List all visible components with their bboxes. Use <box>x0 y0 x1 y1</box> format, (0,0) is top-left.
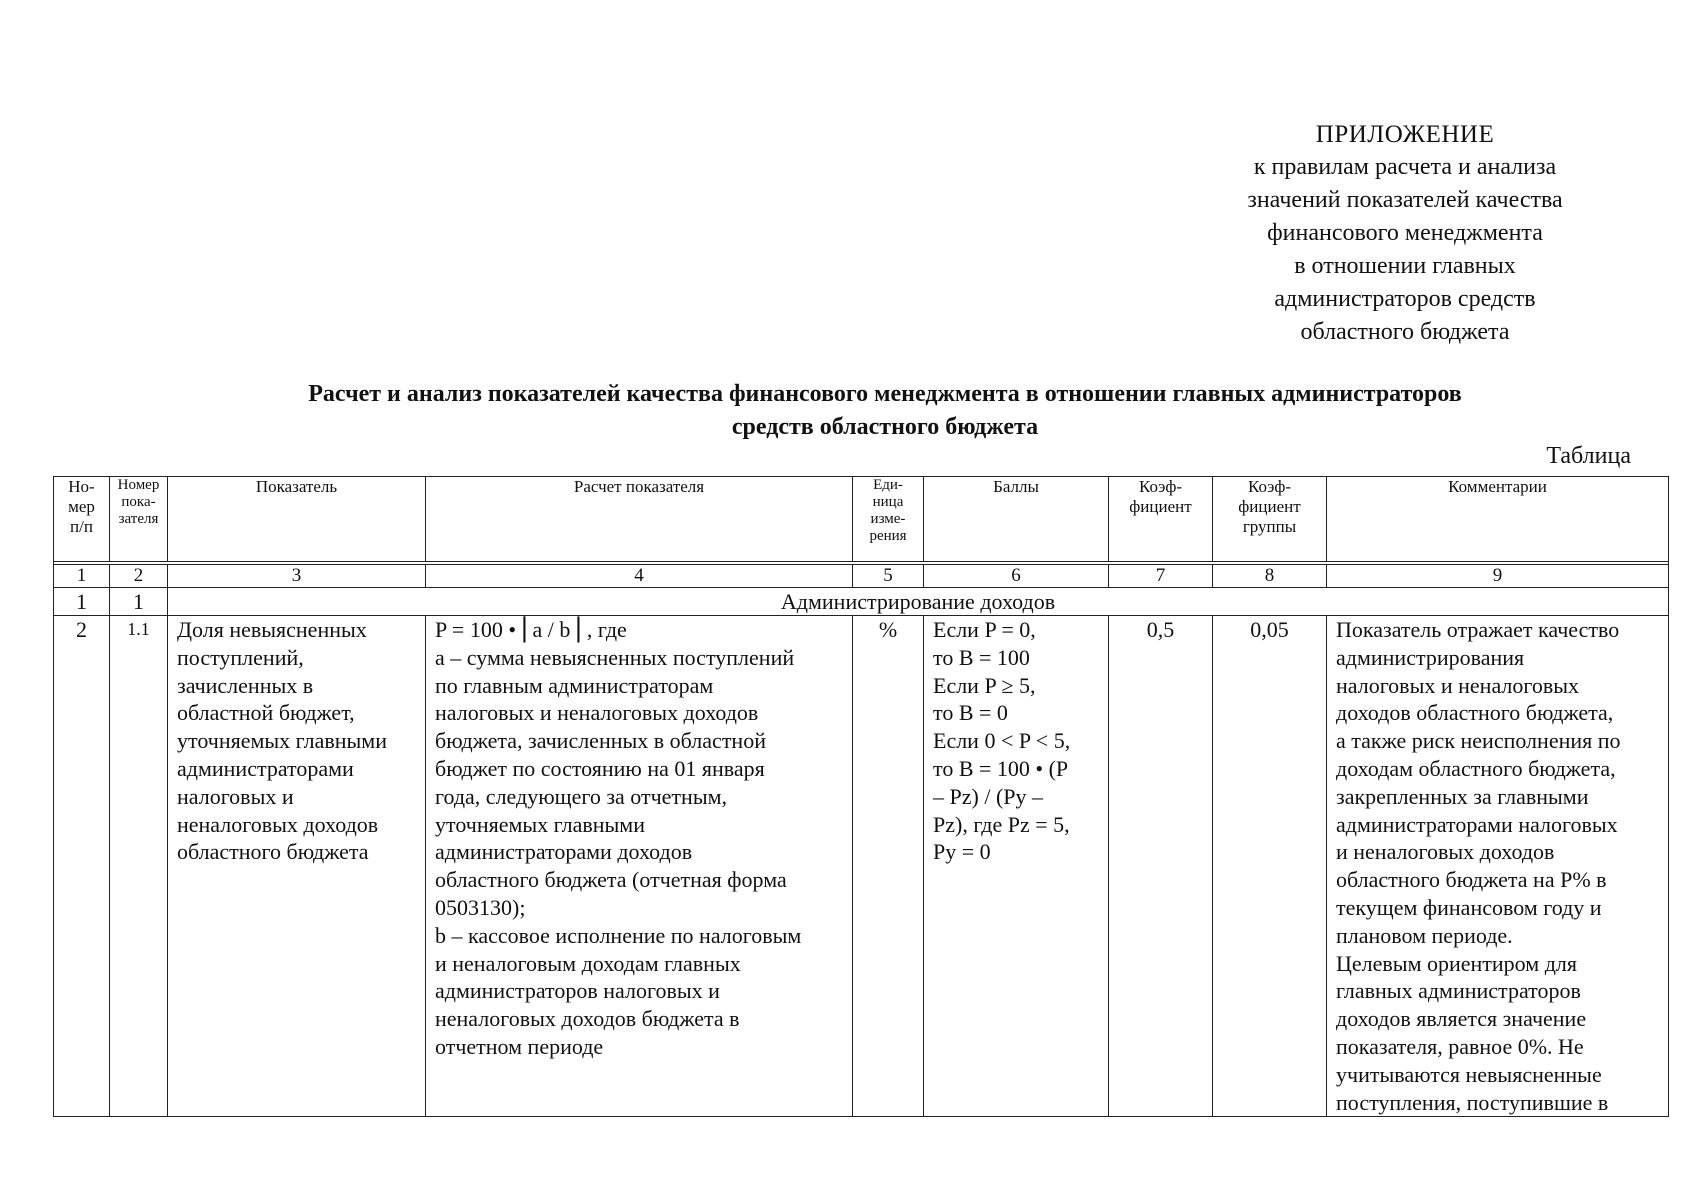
appendix-line: в отношении главных <box>1294 253 1516 279</box>
header-cell <box>426 477 853 562</box>
points-cell <box>924 616 1109 1117</box>
appendix-line: администраторов средств <box>1274 286 1536 312</box>
indicators-table <box>53 476 1669 1117</box>
table-row <box>54 616 1669 1117</box>
column-number: 6 <box>924 565 1109 588</box>
comments-text: Показатель отражает качество администрирования налоговых и неналоговых доходов областного бюджета, а также риск неисполнения по доходам областного бюджета, закрепленных за главными администраторами налоговых и неналоговых доходов областного бюджета на P% в текущем финансовом году и плановом периоде. Целевым ориентиром для главных администраторов доходов является значение показателя, равное 0%. Не учитываются невыясненные поступления, поступившие в <box>1336 617 1621 1115</box>
calculation-cell <box>426 616 853 1117</box>
unit-cell: % <box>853 616 924 1117</box>
table-label: Таблица <box>1546 443 1631 469</box>
appendix-line: к правилам расчета и анализа <box>1253 154 1557 180</box>
points-text: Если P = 0, то B = 100 Если P ≥ 5, то B = 0 Если 0 < P < 5, то B = 100 • (P – Pz) / (Py – Pz), где Pz = 5, Py = 0 <box>933 617 1071 865</box>
header-text: Коэф- фициент группы <box>1238 477 1301 536</box>
coefficient-cell: 0,5 <box>1109 616 1213 1117</box>
header-text: Еди- ница изме- рения <box>869 477 907 544</box>
appendix-line: значений показателей качества <box>1247 187 1563 213</box>
column-number: 5 <box>853 565 924 588</box>
header-text: Расчет показателя <box>573 477 705 496</box>
document-title-line: средств областного бюджета <box>731 414 1039 440</box>
column-number: 8 <box>1213 565 1327 588</box>
row-number: 2 <box>54 616 110 1117</box>
header-cell <box>54 477 110 562</box>
group-coefficient-cell: 0,05 <box>1213 616 1327 1117</box>
header-cell <box>110 477 168 562</box>
appendix-line: финансового менеджмента <box>1267 220 1543 246</box>
column-number: 2 <box>110 565 168 588</box>
indicator-name <box>168 616 426 1117</box>
header-text: Комментарии <box>1448 477 1547 496</box>
header-text: Но- мер п/п <box>68 477 95 536</box>
header-cell <box>924 477 1109 562</box>
indicator-text: Доля невыясненных поступлений, зачисленных в областной бюджет, уточняемых главными администраторами налоговых и неналоговых доходов областного бюджета <box>177 617 387 865</box>
indicator-number: 1.1 <box>110 616 168 1117</box>
header-text: Показатель <box>255 477 338 496</box>
column-number: 4 <box>426 565 853 588</box>
header-cell <box>1109 477 1213 562</box>
section-row <box>54 588 1669 616</box>
header-cell <box>1213 477 1327 562</box>
section-indicator-number: 1 <box>110 588 168 616</box>
column-number: 3 <box>168 565 426 588</box>
header-cell <box>1327 477 1669 562</box>
document-title-line: Расчет и анализ показателей качества финансового менеджмента в отношении главных администраторов <box>308 381 1462 407</box>
column-number: 7 <box>1109 565 1213 588</box>
section-title: Администрирование доходов <box>168 588 1669 616</box>
header-text: Номер пока- зателя <box>117 477 160 527</box>
appendix-heading: ПРИЛОЖЕНИЕ <box>1315 121 1495 148</box>
column-number: 9 <box>1327 565 1669 588</box>
header-row <box>54 477 1669 562</box>
appendix-line: областного бюджета <box>1300 319 1510 345</box>
section-row-number: 1 <box>54 588 110 616</box>
comments-cell <box>1327 616 1669 1117</box>
appendix-block <box>1195 118 1615 349</box>
header-text: Баллы <box>993 477 1039 496</box>
calculation-text: P = 100 • ⎢a / b⎥ , где a – сумма невыясненных поступлений по главным администраторам налоговых и неналоговых доходов бюджета, зачисленных в областной бюджет по состоянию на 01 января года, следующего за отчетным, уточняемых главными администраторами доходов областного бюджета (отчетная форма 0503130); b – кассовое исполнение по налоговым и неналоговым доходам главных администраторов налоговых и неналоговых доходов бюджета в отчетном периоде <box>435 617 802 1059</box>
header-cell <box>168 477 426 562</box>
header-text: Коэф- фициент <box>1129 477 1192 516</box>
document-title <box>120 378 1650 444</box>
header-cell <box>853 477 924 562</box>
column-number: 1 <box>54 565 110 588</box>
column-number-row <box>54 565 1669 588</box>
